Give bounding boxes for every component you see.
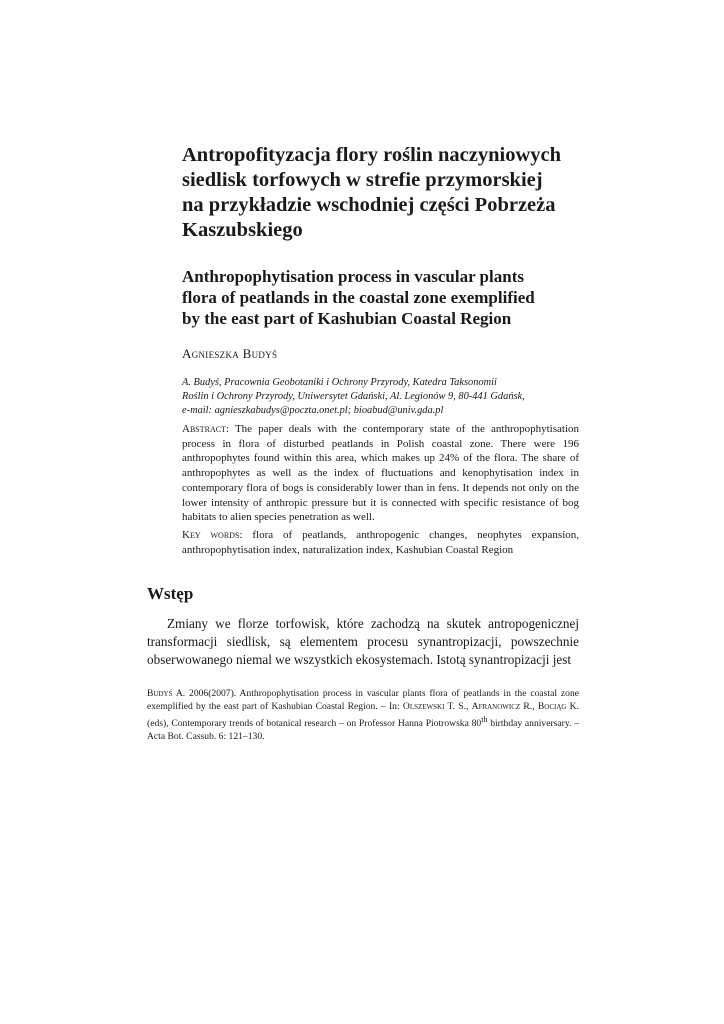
keywords: Key words: flora of peatlands, anthropogenic changes, neophytes expansion, anthropophytisation index, naturalization index, Kashubian Coastal Region	[182, 529, 579, 556]
title-polish-line: Kaszubskiego	[182, 219, 303, 241]
affiliation-line: Roślin i Ochrony Przyrody, Uniwersytet Gdański, Al. Legionów 9, 80-441 Gdańsk,	[182, 391, 525, 402]
section-heading: Wstęp	[147, 584, 194, 603]
abstract-label: Abstract	[182, 423, 226, 435]
affiliation-line: e-mail: agnieszkabudys@poczta.onet.pl; bioabud@univ.gda.pl	[182, 405, 444, 416]
author-affiliation	[182, 376, 582, 418]
citation-superscript: th	[481, 715, 488, 724]
author-name: Agnieszka Budyś	[182, 346, 278, 361]
section-paragraph: Zmiany we florze torfowisk, które zachodzą na skutek antropogenicznej transformacji siedlisk, są elementem procesu synantropizacji, powszechnie obserwowanego niemal we wszystkich ekosystemach. Istotą synantropizacji jest	[147, 616, 579, 667]
title-polish-line: Antropofityzacja flory roślin naczyniowych	[182, 144, 562, 166]
abstract-text: The paper deals with the contemporary state of the anthropophytisation process in flora of disturbed peatlands in Polish coastal zone. There were 196 anthropophytes found within this area, which makes up 24% of the flora. The share of anthropophytes as well as the index of fluctuations and kenophytisation index in contemporary flora of bogs is considerably lower than in fens. It depends not only on the lower intensity of anthropic pressure but it is connected with specific resistance of bog habitats to alien species penetration as well.	[182, 423, 579, 524]
citation-text: birthday anniversary. – Acta Bot. Cassub. 6: 121–130.	[147, 718, 579, 743]
title-polish	[182, 143, 602, 243]
title-english-line: by the east part of Kashubian Coastal Region	[182, 309, 512, 328]
citation-text: T. S.,	[444, 701, 472, 712]
title-english	[182, 266, 602, 329]
title-polish-line: na przykładzie wschodniej części Pobrzeża	[182, 194, 556, 216]
abstract: Abstract: The paper deals with the contemporary state of the anthropophytisation process in flora of disturbed peatlands in Polish coastal zone. There were 196 anthropophytes found within this area, which makes up 24% of the flora. The share of anthropophytes as well as the index of fluctuations and kenophytisation index in contemporary flora of bogs is considerably lower than in fens. It depends not only on the lower intensity of anthropic pressure but it is connected with specific resistance of bog habitats to alien species penetration as well.	[182, 423, 579, 524]
citation-text: A. 2006(2007). Anthropophytisation process in vascular plants flora of peatlands in the coastal zone exemplified by the east part of Kashubian Coastal Region. – In:	[147, 688, 579, 712]
citation-editor: Olszewski	[402, 701, 445, 712]
citation-text: R.,	[520, 701, 538, 712]
affiliation-line: A. Budyś, Pracownia Geobotaniki i Ochrony Przyrody, Katedra Taksonomii	[182, 377, 497, 388]
keywords-text: flora of peatlands, anthropogenic changes, neophytes expansion, anthropophytisation index, naturalization index, Kashubian Coastal Region	[182, 529, 579, 556]
citation-footer	[147, 687, 579, 743]
title-english-line: Anthropophytisation process in vascular plants	[182, 267, 524, 286]
keywords-label: Key words	[182, 529, 240, 541]
title-english-line: flora of peatlands in the coastal zone exemplified	[182, 288, 535, 307]
title-polish-line: siedlisk torfowych w strefie przymorskiej	[182, 169, 543, 191]
citation-editor: Bociąg	[537, 701, 567, 712]
citation-editor: Afranowicz	[471, 701, 521, 712]
citation-text: K. (eds), Contemporary trends of botanical research – on Professor Hanna Piotrowska 80	[147, 701, 579, 730]
citation-author: Budyś	[147, 688, 173, 699]
